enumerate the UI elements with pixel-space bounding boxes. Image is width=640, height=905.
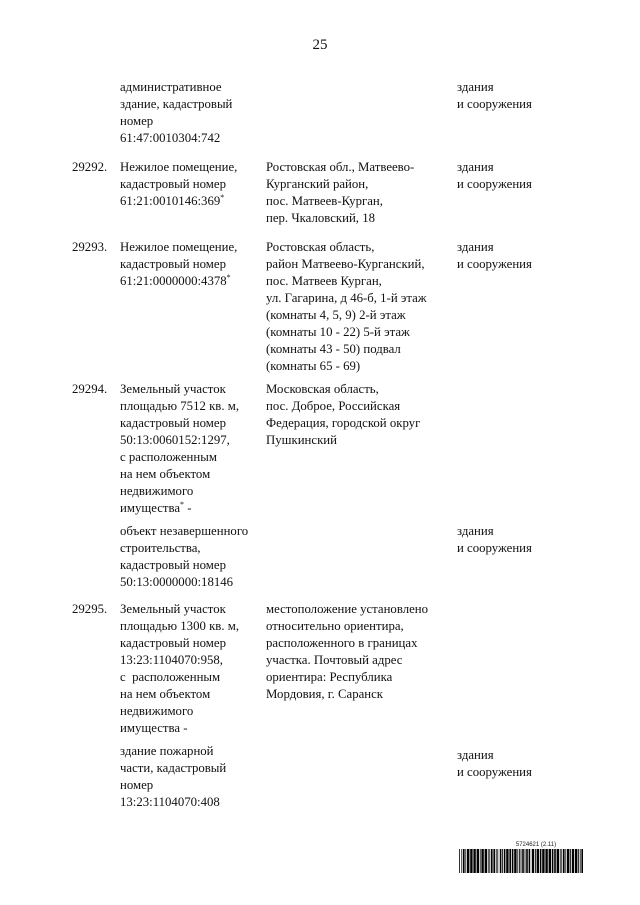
category-line: здания [457, 524, 494, 538]
description-line: Нежилое помещение, [120, 240, 238, 254]
footnote-marker: * [180, 500, 185, 509]
description-line: площадью 7512 кв. м, [120, 399, 240, 413]
category-line: и сооружения [457, 177, 532, 191]
description-line: административное [120, 80, 222, 94]
entry-number: 29293. [72, 240, 108, 254]
description-line: площадью 1300 кв. м, [120, 619, 240, 633]
category-line: и сооружения [457, 765, 532, 779]
description-line: недвижимого [120, 484, 194, 498]
address-line: пос. Матвеев Курган, [266, 274, 382, 288]
description-line-wrap [120, 193, 270, 210]
entry-number: 29294. [72, 382, 108, 396]
description-line: Земельный участок [120, 382, 226, 396]
category-line: и сооружения [457, 97, 532, 111]
object-description [120, 381, 270, 517]
address-line: местоположение установлено [266, 602, 429, 616]
object-description [120, 159, 270, 210]
address-line: пос. Матвеев-Курган, [266, 194, 383, 208]
object-address [266, 159, 456, 227]
address-line: пос. Доброе, Российская [266, 399, 401, 413]
barcode-icon [459, 849, 583, 873]
object-description [120, 523, 270, 591]
entry-number: 29292. [72, 160, 108, 174]
description-line: кадастровый номер [120, 416, 226, 430]
address-line: (комнаты 43 - 50) подвал [266, 342, 401, 356]
description-line: здание, кадастровый [120, 97, 233, 111]
document-barcode [459, 842, 583, 873]
category-line: здания [457, 748, 494, 762]
address-line: Ростовская область, [266, 240, 375, 254]
object-description [120, 79, 270, 147]
object-description [120, 239, 270, 290]
address-line: (комнаты 65 - 69) [266, 359, 361, 373]
description-line: кадастровый номер [120, 636, 226, 650]
object-category [457, 523, 607, 557]
barcode-caption: 5724621 (2.11) [515, 842, 557, 848]
category-line: и сооружения [457, 541, 532, 555]
description-line: 61:47:0010304:742 [120, 131, 221, 145]
address-line: Ростовская обл., Матвеево- [266, 160, 415, 174]
description-line: имущества [120, 501, 181, 515]
footnote-marker: * [226, 273, 231, 282]
description-line: кадастровый номер [120, 558, 226, 572]
description-line: кадастровый номер [120, 257, 226, 271]
address-line: расположенного в границах [266, 636, 418, 650]
object-category [457, 743, 607, 781]
address-line: (комнаты 4, 5, 9) 2-й этаж [266, 308, 406, 322]
description-suffix: - [184, 501, 192, 515]
object-category [457, 239, 607, 273]
address-line: Московская область, [266, 382, 379, 396]
category-line: здания [457, 80, 494, 94]
description-line: кадастровый номер [120, 177, 226, 191]
description-line-wrap [120, 273, 270, 290]
object-address [266, 601, 456, 703]
description-line: номер [120, 778, 154, 792]
description-line: имущества - [120, 721, 188, 735]
address-line: участка. Почтовый адрес [266, 653, 403, 667]
description-line: 50:13:0000000:18146 [120, 575, 234, 589]
description-line: Земельный участок [120, 602, 226, 616]
description-line: на нем объектом [120, 687, 211, 701]
description-line-wrap [120, 500, 270, 517]
description-line: объект незавершенного [120, 524, 249, 538]
description-line: 50:13:0060152:1297, [120, 433, 230, 447]
address-line: (комнаты 10 - 22) 5-й этаж [266, 325, 410, 339]
object-address [266, 381, 456, 449]
description-line: 13:23:1104070:408 [120, 795, 220, 809]
address-line: Пушкинский [266, 433, 338, 447]
description-line: Нежилое помещение, [120, 160, 238, 174]
entry-number: 29295. [72, 602, 108, 616]
page-number: 25 [312, 37, 328, 53]
object-category [457, 159, 607, 193]
address-line: район Матвеево-Курганский, [266, 257, 425, 271]
description-line: с расположенным [120, 450, 217, 464]
address-line: Мордовия, г. Саранск [266, 687, 384, 701]
address-line: относительно ориентира, [266, 619, 404, 633]
address-line: Федерация, городской округ [266, 416, 421, 430]
object-description [120, 601, 270, 737]
description-line: 61:21:0010146:369 [120, 194, 221, 208]
description-line: строительства, [120, 541, 201, 555]
description-line: на нем объектом [120, 467, 211, 481]
description-line: недвижимого [120, 704, 194, 718]
category-line: здания [457, 240, 494, 254]
description-line: здание пожарной [120, 744, 214, 758]
address-line: ориентира: Республика [266, 670, 393, 684]
footnote-marker: * [220, 193, 225, 202]
category-line: и сооружения [457, 257, 532, 271]
address-line: пер. Чкаловский, 18 [266, 211, 375, 225]
object-category [457, 79, 607, 113]
description-line: номер [120, 114, 154, 128]
address-line: ул. Гагарина, д 46-б, 1-й этаж [266, 291, 427, 305]
description-line: части, кадастровый [120, 761, 227, 775]
object-description [120, 743, 270, 811]
description-line: 13:23:1104070:958, [120, 653, 223, 667]
address-line: Курганский район, [266, 177, 369, 191]
description-line: с расположенным [120, 670, 221, 684]
category-line: здания [457, 160, 494, 174]
object-address [266, 239, 456, 375]
description-line: 61:21:0000000:4378 [120, 274, 227, 288]
